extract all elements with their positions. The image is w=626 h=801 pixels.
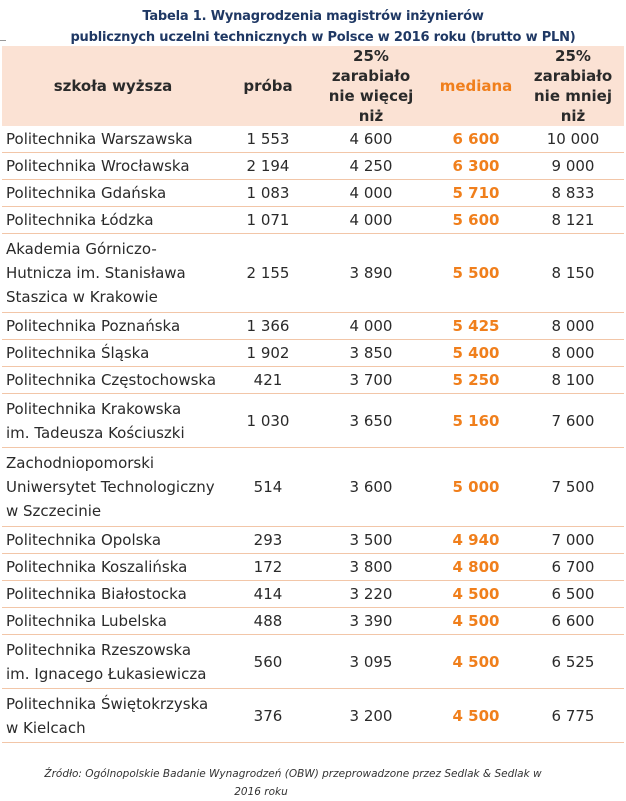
school-name bbox=[2, 126, 224, 153]
header-p75-line-2: nie mniej niż bbox=[534, 87, 612, 125]
school-name bbox=[2, 689, 224, 743]
table-row bbox=[2, 234, 624, 313]
table-row bbox=[2, 126, 624, 153]
p25-cell: 3 600 bbox=[312, 448, 430, 527]
school-name bbox=[2, 448, 224, 527]
p75-cell: 8 833 bbox=[522, 180, 624, 207]
school-name-line: Politechnika Warszawska bbox=[6, 130, 193, 148]
school-name bbox=[2, 608, 224, 635]
table-row bbox=[2, 340, 624, 367]
median-cell: 5 600 bbox=[430, 207, 522, 234]
table-row bbox=[2, 554, 624, 581]
p75-cell: 6 600 bbox=[522, 608, 624, 635]
median-cell: 5 160 bbox=[430, 394, 522, 448]
p75-cell: 6 525 bbox=[522, 635, 624, 689]
sample-cell: 376 bbox=[224, 689, 312, 743]
sample-cell: 514 bbox=[224, 448, 312, 527]
p75-cell: 8 000 bbox=[522, 313, 624, 340]
source-note bbox=[0, 765, 626, 801]
p25-cell: 3 700 bbox=[312, 367, 430, 394]
p25-cell: 3 890 bbox=[312, 234, 430, 313]
median-cell: 4 940 bbox=[430, 527, 522, 554]
median-cell: 6 300 bbox=[430, 153, 522, 180]
median-cell: 4 500 bbox=[430, 608, 522, 635]
school-name-line: Staszica w Krakowie bbox=[6, 288, 158, 306]
p75-cell: 10 000 bbox=[522, 126, 624, 153]
p75-cell: 8 121 bbox=[522, 207, 624, 234]
sample-cell: 1 030 bbox=[224, 394, 312, 448]
sample-cell: 560 bbox=[224, 635, 312, 689]
sample-cell: 1 366 bbox=[224, 313, 312, 340]
header-p75-line-1: 25% zarabiało bbox=[533, 47, 613, 85]
school-name bbox=[2, 527, 224, 554]
p25-cell: 3 650 bbox=[312, 394, 430, 448]
header-p25-line-2: nie więcej niż bbox=[328, 87, 414, 125]
school-name bbox=[2, 554, 224, 581]
table-row bbox=[2, 313, 624, 340]
table-row bbox=[2, 689, 624, 743]
school-name bbox=[2, 340, 224, 367]
p25-cell: 4 600 bbox=[312, 126, 430, 153]
p75-cell: 6 700 bbox=[522, 554, 624, 581]
school-name-line: w Szczecinie bbox=[6, 502, 102, 520]
sample-cell: 172 bbox=[224, 554, 312, 581]
school-name-line: Politechnika Łódzka bbox=[6, 211, 154, 229]
school-name bbox=[2, 207, 224, 234]
median-cell: 4 500 bbox=[430, 581, 522, 608]
table-row bbox=[2, 153, 624, 180]
school-name-line: Politechnika Koszalińska bbox=[6, 558, 188, 576]
school-name-line: Politechnika Wrocławska bbox=[6, 157, 190, 175]
school-name bbox=[2, 635, 224, 689]
sample-cell: 2 194 bbox=[224, 153, 312, 180]
school-name bbox=[2, 581, 224, 608]
median-cell: 5 500 bbox=[430, 234, 522, 313]
p25-cell: 3 200 bbox=[312, 689, 430, 743]
table-row bbox=[2, 581, 624, 608]
school-name bbox=[2, 313, 224, 340]
header-p25 bbox=[312, 46, 430, 126]
school-name bbox=[2, 367, 224, 394]
median-cell: 6 600 bbox=[430, 126, 522, 153]
p25-cell: 4 250 bbox=[312, 153, 430, 180]
p25-cell: 3 390 bbox=[312, 608, 430, 635]
p75-cell: 6 775 bbox=[522, 689, 624, 743]
header-median: mediana bbox=[430, 46, 522, 126]
school-name bbox=[2, 234, 224, 313]
school-name-line: im. Tadeusza Kościuszki bbox=[6, 423, 185, 442]
table-row bbox=[2, 180, 624, 207]
school-name-line: Politechnika Świętokrzyska bbox=[6, 694, 209, 713]
sample-cell: 488 bbox=[224, 608, 312, 635]
school-name-line: Politechnika Krakowska bbox=[6, 399, 182, 418]
sample-cell: 1 553 bbox=[224, 126, 312, 153]
table-caption bbox=[0, 0, 626, 46]
caption-line-1: Tabela 1. Wynagrodzenia magistrów inżynierów bbox=[142, 9, 484, 24]
school-name bbox=[2, 153, 224, 180]
school-name bbox=[2, 394, 224, 448]
p75-cell: 8 000 bbox=[522, 340, 624, 367]
p75-cell: 7 500 bbox=[522, 448, 624, 527]
school-name-line: Politechnika Opolska bbox=[6, 531, 162, 549]
school-name-line: w Kielcach bbox=[6, 718, 86, 737]
p25-cell: 3 500 bbox=[312, 527, 430, 554]
table-row bbox=[2, 635, 624, 689]
median-cell: 5 710 bbox=[430, 180, 522, 207]
median-cell: 5 250 bbox=[430, 367, 522, 394]
median-cell: 5 000 bbox=[430, 448, 522, 527]
school-name-line: Politechnika Częstochowska bbox=[6, 371, 217, 389]
school-name-line: Politechnika Śląska bbox=[6, 344, 150, 362]
salary-table bbox=[2, 46, 624, 743]
p25-cell: 3 850 bbox=[312, 340, 430, 367]
margin-rule bbox=[0, 40, 6, 41]
p75-cell: 7 600 bbox=[522, 394, 624, 448]
p75-cell: 6 500 bbox=[522, 581, 624, 608]
p75-cell: 8 100 bbox=[522, 367, 624, 394]
header-sample: próba bbox=[224, 46, 312, 126]
school-name bbox=[2, 180, 224, 207]
sample-cell: 293 bbox=[224, 527, 312, 554]
school-name-line: Politechnika Poznańska bbox=[6, 317, 181, 335]
p75-cell: 9 000 bbox=[522, 153, 624, 180]
median-cell: 5 425 bbox=[430, 313, 522, 340]
sample-cell: 414 bbox=[224, 581, 312, 608]
sample-cell: 1 083 bbox=[224, 180, 312, 207]
header-row bbox=[2, 46, 624, 126]
p25-cell: 3 220 bbox=[312, 581, 430, 608]
p75-cell: 8 150 bbox=[522, 234, 624, 313]
school-name-line: Politechnika Gdańska bbox=[6, 184, 167, 202]
table-row bbox=[2, 394, 624, 448]
p25-cell: 4 000 bbox=[312, 313, 430, 340]
school-name-line: Politechnika Białostocka bbox=[6, 585, 187, 603]
school-name-line: im. Ignacego Łukasiewicza bbox=[6, 664, 207, 683]
school-name-line: Akademia Górniczo- bbox=[6, 240, 157, 258]
header-school: szkoła wyższa bbox=[2, 46, 224, 126]
source-line-1: Źródło: Ogólnopolskie Badanie Wynagrodzeń (OBW) przeprowadzone przez Sedlak & Sedlak w bbox=[44, 768, 542, 780]
school-name-line: Politechnika Rzeszowska bbox=[6, 640, 192, 659]
school-name-line: Politechnika Lubelska bbox=[6, 612, 167, 630]
p25-cell: 4 000 bbox=[312, 180, 430, 207]
table-body bbox=[2, 126, 624, 743]
table-row bbox=[2, 367, 624, 394]
median-cell: 5 400 bbox=[430, 340, 522, 367]
median-cell: 4 800 bbox=[430, 554, 522, 581]
median-cell: 4 500 bbox=[430, 635, 522, 689]
table-row bbox=[2, 207, 624, 234]
p25-cell: 3 800 bbox=[312, 554, 430, 581]
p25-cell: 4 000 bbox=[312, 207, 430, 234]
p25-cell: 3 095 bbox=[312, 635, 430, 689]
table-row bbox=[2, 608, 624, 635]
school-name-line: Hutnicza im. Stanisława bbox=[6, 264, 186, 282]
school-name-line: Uniwersytet Technologiczny bbox=[6, 478, 215, 496]
caption-line-2: publicznych uczelni technicznych w Polsce w 2016 roku (brutto w PLN) bbox=[70, 30, 576, 45]
p75-cell: 7 000 bbox=[522, 527, 624, 554]
sample-cell: 1 902 bbox=[224, 340, 312, 367]
sample-cell: 2 155 bbox=[224, 234, 312, 313]
table-row bbox=[2, 527, 624, 554]
header-p25-line-1: 25% zarabiało bbox=[331, 47, 411, 85]
sample-cell: 421 bbox=[224, 367, 312, 394]
table-row bbox=[2, 448, 624, 527]
header-p75 bbox=[522, 46, 624, 126]
school-name-line: Zachodniopomorski bbox=[6, 454, 155, 472]
median-cell: 4 500 bbox=[430, 689, 522, 743]
source-line-2: 2016 roku bbox=[234, 786, 288, 798]
sample-cell: 1 071 bbox=[224, 207, 312, 234]
